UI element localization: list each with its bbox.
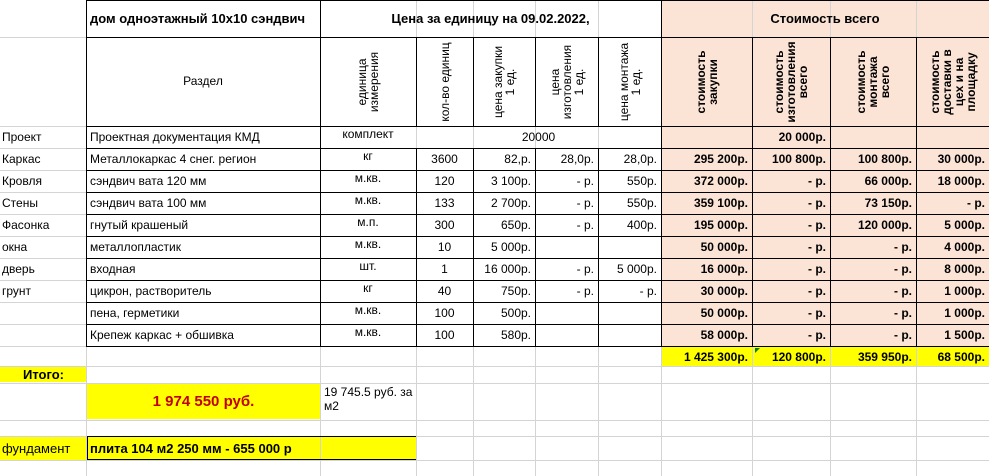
total-purchase[interactable]: 1 425 300р. xyxy=(683,349,748,364)
section-cell[interactable]: сэндвич вата 120 мм xyxy=(90,173,207,188)
install-cost-cell[interactable]: - р. xyxy=(894,327,912,342)
install-cost-cell[interactable]: 66 000р. xyxy=(864,173,912,188)
install-price-cell[interactable]: 400р. xyxy=(626,217,657,232)
column-header-purchase-price-text: цена закупки 1 ед. xyxy=(491,45,517,118)
unit-cell[interactable]: комплект xyxy=(342,127,394,141)
category-cell[interactable]: дверь xyxy=(2,261,35,276)
purchase-cost-cell[interactable]: 16 000р. xyxy=(700,261,748,276)
install-price-cell[interactable]: - р. xyxy=(639,283,657,298)
category-cell[interactable]: Фасонка xyxy=(2,217,50,232)
manufacture-price-cell[interactable] xyxy=(535,302,598,324)
purchase-price-cell[interactable]: 82,р. xyxy=(504,151,531,166)
install-cost-cell[interactable]: 73 150р. xyxy=(864,195,912,210)
category-cell[interactable]: Проект xyxy=(2,129,42,144)
total-delivery[interactable]: 68 500р. xyxy=(937,349,985,364)
install-cost-cell[interactable]: - р. xyxy=(894,305,912,320)
total-install[interactable]: 359 950р. xyxy=(857,349,912,364)
grand-total[interactable]: 1 974 550 руб. xyxy=(152,392,255,410)
delivery-cost-cell[interactable] xyxy=(916,126,989,148)
manufacture-price-cell[interactable]: 28,0р. xyxy=(560,151,594,166)
manufacture-cost-cell[interactable]: - р. xyxy=(808,195,826,210)
column-header-manufacture-cost-text: стоимость изготовления всего xyxy=(772,40,810,123)
unit-cell[interactable]: м.кв. xyxy=(354,237,382,251)
unit-cell[interactable]: м.кв. xyxy=(354,303,382,317)
section-cell[interactable]: металлопластик xyxy=(90,239,181,254)
qty-cell[interactable]: 300 xyxy=(434,217,455,232)
column-header-install-cost[interactable] xyxy=(830,37,916,126)
merged-price-cell[interactable]: 20000 xyxy=(521,129,556,144)
category-cell[interactable]: Каркас xyxy=(2,151,41,166)
manufacture-cost-cell[interactable]: - р. xyxy=(808,173,826,188)
delivery-cost-cell[interactable]: 5 000р. xyxy=(944,217,985,232)
sheet-title[interactable]: дом одноэтажный 10х10 сэндвич xyxy=(90,11,306,26)
manufacture-cost-cell[interactable]: - р. xyxy=(808,217,826,232)
purchase-price-cell[interactable]: 2 700р. xyxy=(490,195,531,210)
column-header-delivery-cost-text: стоимость доставки в цех и на площадку xyxy=(927,48,978,115)
price-per-m2[interactable]: 19 745.5 руб. за м2 xyxy=(324,385,413,413)
column-header-install-cost-text: стоимость монтажа всего xyxy=(854,50,892,113)
total-cost-title[interactable]: Стоимость всего xyxy=(770,11,880,26)
manufacture-price-cell[interactable]: - р. xyxy=(576,283,594,298)
section-cell[interactable]: входная xyxy=(90,261,136,276)
column-header-qty-text: кол-во единиц xyxy=(437,41,452,122)
manufacture-cost-cell[interactable]: - р. xyxy=(808,327,826,342)
install-cost-cell[interactable]: 120 000р. xyxy=(857,217,912,232)
section-cell[interactable]: пена, герметики xyxy=(90,305,180,320)
column-header-manufacture-price[interactable] xyxy=(535,37,598,126)
category-cell[interactable]: Стены xyxy=(2,195,38,210)
purchase-cost-cell[interactable]: 50 000р. xyxy=(700,305,748,320)
purchase-cost-cell[interactable]: 58 000р. xyxy=(700,327,748,342)
unit-price-title[interactable]: Цена за единицу на 09.02.2022, xyxy=(391,11,590,26)
delivery-cost-cell[interactable]: 1 500р. xyxy=(944,327,985,342)
purchase-price-cell[interactable]: 3 100р. xyxy=(490,173,531,188)
column-header-manufacture-cost[interactable] xyxy=(752,37,830,126)
manufacture-cost-cell[interactable]: 20 000р. xyxy=(778,129,826,144)
column-header-section[interactable]: Раздел xyxy=(183,74,223,88)
purchase-price-cell[interactable]: 580р. xyxy=(500,327,531,342)
manufacture-price-cell[interactable]: - р. xyxy=(576,217,594,232)
delivery-cost-cell[interactable]: 1 000р. xyxy=(944,305,985,320)
manufacture-price-cell[interactable]: - р. xyxy=(576,195,594,210)
install-price-cell[interactable] xyxy=(598,302,661,324)
section-cell[interactable]: цикрон, растворитель xyxy=(90,283,212,298)
delivery-cost-cell[interactable]: 18 000р. xyxy=(937,173,985,188)
column-header-unit-text: единица измерения xyxy=(355,51,381,112)
purchase-cost-cell[interactable]: 30 000р. xyxy=(700,283,748,298)
unit-cell[interactable]: кг xyxy=(363,149,373,163)
category-cell[interactable] xyxy=(2,324,88,346)
section-cell[interactable]: Металлокаркас 4 снег. регион xyxy=(90,151,257,166)
cell-comment-marker-icon xyxy=(755,348,760,353)
qty-cell[interactable]: 3600 xyxy=(431,151,458,166)
install-cost-cell[interactable]: 100 800р. xyxy=(857,151,912,166)
purchase-price-cell[interactable]: 650р. xyxy=(500,217,531,232)
column-header-purchase-cost-text: стоимость закупки xyxy=(693,50,720,113)
purchase-price-cell[interactable]: 5 000р. xyxy=(490,239,531,254)
section-cell[interactable]: гнутый крашеный xyxy=(90,217,189,232)
section-cell[interactable]: Крепеж каркас + обшивка xyxy=(90,327,234,342)
install-cost-cell[interactable]: - р. xyxy=(894,239,912,254)
column-header-purchase-cost[interactable] xyxy=(661,37,752,126)
delivery-cost-cell[interactable]: 30 000р. xyxy=(937,151,985,166)
purchase-cost-cell[interactable]: 359 100р. xyxy=(693,195,748,210)
delivery-cost-cell[interactable]: 4 000р. xyxy=(944,239,985,254)
unit-cell[interactable]: м.п. xyxy=(357,215,379,229)
column-header-delivery-cost[interactable] xyxy=(916,37,989,126)
total-manufacture[interactable]: 120 800р. xyxy=(771,349,826,364)
manufacture-price-cell[interactable]: - р. xyxy=(576,173,594,188)
unit-cell[interactable]: шт. xyxy=(359,259,377,273)
purchase-cost-cell[interactable]: 195 000р. xyxy=(693,217,748,232)
column-header-purchase-price[interactable] xyxy=(473,37,535,126)
column-header-unit[interactable] xyxy=(320,37,416,126)
install-cost-cell[interactable]: - р. xyxy=(894,283,912,298)
column-header-install-price[interactable] xyxy=(598,37,661,126)
purchase-cost-cell[interactable] xyxy=(661,126,752,148)
foundation-value[interactable]: плита 104 м2 250 мм - 655 000 р xyxy=(90,440,292,456)
install-price-cell[interactable] xyxy=(598,324,661,346)
category-cell[interactable] xyxy=(2,302,88,324)
manufacture-cost-cell[interactable]: 100 800р. xyxy=(771,151,826,166)
manufacture-price-cell[interactable] xyxy=(535,236,598,258)
unit-cell[interactable]: м.кв. xyxy=(354,171,382,185)
qty-cell[interactable]: 133 xyxy=(434,195,455,210)
qty-cell[interactable]: 1 xyxy=(441,261,448,276)
install-cost-cell[interactable] xyxy=(830,126,916,148)
category-cell[interactable]: окна xyxy=(2,239,28,254)
delivery-cost-cell[interactable]: 8 000р. xyxy=(944,261,985,276)
itogo-label[interactable]: Итого: xyxy=(23,367,64,382)
purchase-cost-cell[interactable]: 295 200р. xyxy=(693,151,748,166)
install-price-cell[interactable]: 5 000р. xyxy=(616,261,657,276)
manufacture-price-cell[interactable]: - р. xyxy=(576,261,594,276)
column-header-qty[interactable] xyxy=(416,37,473,126)
manufacture-cost-cell[interactable]: - р. xyxy=(808,261,826,276)
delivery-cost-cell[interactable]: 1 000р. xyxy=(944,283,985,298)
manufacture-price-cell[interactable] xyxy=(535,324,598,346)
category-cell[interactable]: грунт xyxy=(2,283,32,298)
foundation-label[interactable]: фундамент xyxy=(2,440,71,456)
purchase-price-cell[interactable]: 750р. xyxy=(500,283,531,298)
qty-cell[interactable]: 100 xyxy=(434,327,455,342)
unit-cell[interactable]: м.кв. xyxy=(354,193,382,207)
section-cell[interactable]: Проектная документация КМД xyxy=(90,129,260,144)
manufacture-cost-cell[interactable]: - р. xyxy=(808,239,826,254)
column-header-install-price-text: цена монтажа 1 ед. xyxy=(616,42,643,121)
install-price-cell[interactable] xyxy=(598,236,661,258)
qty-cell[interactable]: 120 xyxy=(434,173,455,188)
qty-cell[interactable]: 40 xyxy=(437,283,452,298)
purchase-price-cell[interactable]: 16 000р. xyxy=(484,261,531,276)
section-cell[interactable]: сэндвич вата 100 мм xyxy=(90,195,207,210)
qty-cell[interactable]: 100 xyxy=(434,305,455,320)
category-cell[interactable]: Кровля xyxy=(2,173,42,188)
purchase-cost-cell[interactable]: 372 000р. xyxy=(693,173,748,188)
purchase-price-cell[interactable]: 500р. xyxy=(500,305,531,320)
manufacture-cost-cell[interactable]: - р. xyxy=(808,283,826,298)
install-price-cell[interactable]: 550р. xyxy=(626,195,657,210)
install-price-cell[interactable]: 28,0р. xyxy=(623,151,657,166)
purchase-cost-cell[interactable]: 50 000р. xyxy=(700,239,748,254)
manufacture-cost-cell[interactable]: - р. xyxy=(808,305,826,320)
column-header-manufacture-price-text: цена изготовления 1 ед. xyxy=(547,44,586,119)
install-cost-cell[interactable]: - р. xyxy=(894,261,912,276)
unit-cell[interactable]: м.кв. xyxy=(354,325,382,339)
unit-cell[interactable]: кг xyxy=(363,281,373,295)
delivery-cost-cell[interactable]: - р. xyxy=(967,195,985,210)
install-price-cell[interactable]: 550р. xyxy=(626,173,657,188)
qty-cell[interactable]: 10 xyxy=(437,239,452,254)
